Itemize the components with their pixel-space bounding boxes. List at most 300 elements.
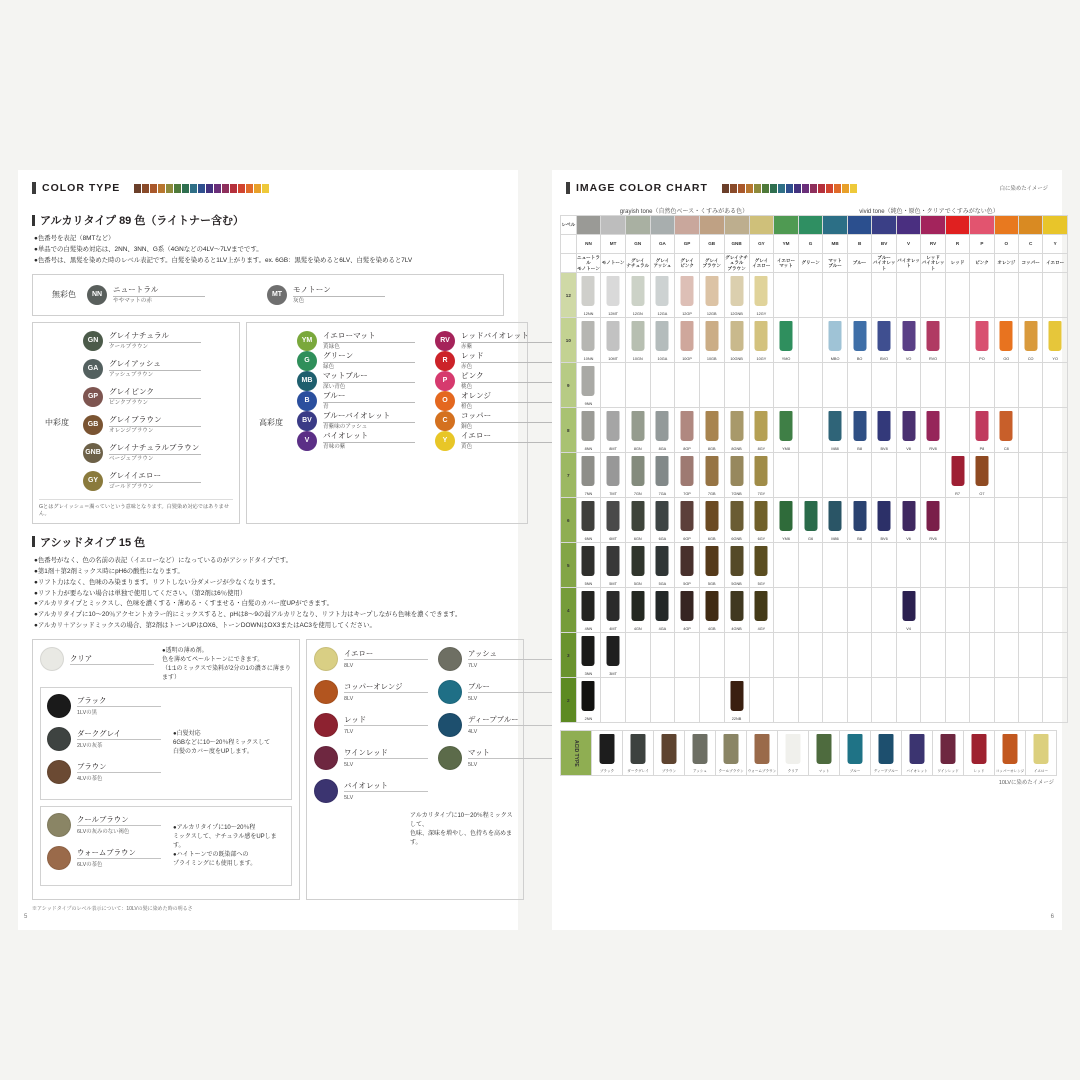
cell-code: 6GA [658, 537, 667, 541]
column-swatch-GB [699, 216, 724, 235]
color-cell[interactable] [896, 498, 920, 543]
empty-cell [970, 363, 994, 408]
color-cell[interactable] [576, 633, 601, 678]
tube-swatch [927, 411, 940, 441]
bullet-line: 色を薄めてペールトーンにできます。 [162, 657, 264, 664]
tube-swatch [975, 456, 988, 486]
color-cell[interactable] [601, 498, 626, 543]
level-cell: 7 [561, 453, 577, 498]
color-cell[interactable] [994, 408, 1018, 453]
cell-code: 10GNB [730, 357, 743, 361]
color-cell[interactable] [1043, 318, 1068, 363]
color-cell[interactable] [576, 453, 601, 498]
empty-cell [798, 588, 822, 633]
cell-code: V4 [906, 627, 911, 631]
acid-tube [941, 734, 956, 764]
tube-swatch [780, 501, 793, 531]
acid-cell-name: クリア [787, 769, 799, 773]
tube-swatch [902, 321, 915, 351]
cell-code: O7 [979, 492, 985, 496]
clear-name: クリア [70, 654, 154, 665]
tube-swatch [582, 591, 595, 621]
color-cell[interactable] [675, 318, 700, 363]
empty-cell [699, 363, 724, 408]
acid-level: 2LVの灰茶 [77, 742, 103, 749]
image-chart-title-bar [566, 182, 570, 194]
acid-swatch [47, 846, 71, 870]
color-cell[interactable] [650, 453, 675, 498]
empty-cell [798, 453, 822, 498]
color-cell[interactable] [724, 273, 749, 318]
color-chip [83, 331, 233, 351]
tube-swatch [730, 501, 743, 531]
empty-cell [823, 633, 848, 678]
color-cell[interactable] [699, 318, 724, 363]
color-cell[interactable] [749, 408, 774, 453]
color-cell[interactable] [699, 498, 724, 543]
column-code-RV: RV [921, 235, 946, 254]
cell-code: YM6 [782, 537, 790, 541]
empty-cell [1043, 273, 1068, 318]
acid-strip-cell[interactable] [654, 731, 685, 776]
color-cell[interactable] [625, 588, 650, 633]
level-cell: 8 [561, 408, 577, 453]
empty-cell [625, 633, 650, 678]
color-cell[interactable] [724, 453, 749, 498]
level-cell: 3 [561, 633, 577, 678]
tube-swatch [927, 501, 940, 531]
cell-code: 4GP [683, 627, 691, 631]
color-cell[interactable] [724, 498, 749, 543]
cell-code: 12GY [756, 312, 767, 316]
color-cell[interactable] [1018, 318, 1042, 363]
acid-color-item [47, 813, 167, 837]
high-list-right [435, 331, 563, 451]
color-chip [83, 359, 233, 379]
high-list-left [297, 331, 425, 451]
color-cell[interactable] [970, 318, 994, 363]
column-swatch-YM [774, 216, 799, 235]
acid-name: レッド [344, 715, 428, 726]
column-swatch-BV [872, 216, 897, 235]
empty-cell [675, 678, 700, 723]
chart-row [561, 408, 1068, 453]
acid-group1-note [173, 730, 285, 757]
color-cell[interactable] [872, 498, 897, 543]
color-cell[interactable] [601, 318, 626, 363]
empty-cell [921, 633, 946, 678]
column-code-Y: Y [1043, 235, 1068, 254]
cell-code: 9NN [584, 402, 593, 406]
acid-strip-cell[interactable] [592, 731, 623, 776]
color-chip [297, 411, 425, 431]
color-cell[interactable] [921, 408, 946, 453]
empty-cell [921, 588, 946, 633]
cell-code: YO [1052, 357, 1058, 361]
color-cell[interactable] [823, 318, 848, 363]
cell-code: 8GB [707, 447, 716, 451]
acid-level: 5LV [468, 695, 478, 702]
column-name-P: ピンク [970, 254, 994, 273]
acid-group2-box [40, 806, 292, 886]
left-page [18, 170, 529, 930]
cell-code: 6GN [633, 537, 642, 541]
tube-swatch [853, 501, 866, 531]
tube-swatch [902, 501, 915, 531]
color-swatch [262, 184, 269, 193]
tube-swatch [656, 276, 669, 306]
chart-caption: 10LVに染めたイメージ [998, 780, 1054, 786]
color-cell[interactable] [921, 498, 946, 543]
empty-cell [724, 363, 749, 408]
cell-code: 5GN [633, 582, 642, 586]
color-swatch [802, 184, 809, 193]
color-cell[interactable] [675, 408, 700, 453]
color-cell[interactable] [576, 408, 601, 453]
empty-cell [699, 678, 724, 723]
color-cell[interactable] [921, 318, 946, 363]
empty-cell [650, 363, 675, 408]
color-cell[interactable] [699, 453, 724, 498]
color-cell[interactable] [625, 273, 650, 318]
acid-level: 7LV [344, 728, 354, 735]
color-cell[interactable] [699, 588, 724, 633]
acid-color-item [314, 713, 428, 737]
color-cell[interactable] [650, 543, 675, 588]
color-cell[interactable] [699, 273, 724, 318]
acid-cell-name: ブラック [599, 769, 615, 773]
acid-strip-cell[interactable] [778, 731, 809, 776]
acid-color-item [47, 846, 167, 870]
acid-level: 4LVの茶色 [77, 775, 103, 782]
tube-swatch [927, 321, 940, 351]
color-cell[interactable] [896, 318, 920, 363]
tube-swatch [631, 411, 644, 441]
color-cell[interactable] [774, 498, 799, 543]
empty-cell [1043, 588, 1068, 633]
tube-swatch [755, 546, 768, 576]
acid-level: 6LVの灰みのない褐色 [77, 828, 130, 835]
empty-cell [650, 633, 675, 678]
color-cell[interactable] [994, 318, 1018, 363]
color-cell[interactable] [601, 588, 626, 633]
color-cell[interactable] [970, 453, 994, 498]
chip-name: グレイピンク [109, 387, 201, 398]
color-cell[interactable] [749, 498, 774, 543]
acid-cell-name: イエロー [1033, 769, 1049, 773]
color-cell[interactable] [576, 273, 601, 318]
color-chip [435, 331, 563, 351]
color-cell[interactable] [724, 318, 749, 363]
color-chip [83, 443, 233, 463]
color-cell[interactable] [945, 453, 969, 498]
acid-swatch [314, 680, 338, 704]
tube-swatch [975, 321, 988, 351]
color-cell[interactable] [749, 543, 774, 588]
color-cell[interactable] [823, 408, 848, 453]
empty-cell [896, 633, 920, 678]
acid-swatch [47, 760, 71, 784]
chart-row [561, 318, 1068, 363]
color-cell[interactable] [576, 588, 601, 633]
color-cell[interactable] [872, 408, 897, 453]
acid-strip-cell[interactable] [623, 731, 654, 776]
empty-cell [994, 588, 1018, 633]
color-cell[interactable] [576, 543, 601, 588]
cell-code: 8NN [584, 447, 593, 451]
tube-swatch [631, 321, 644, 351]
color-circle: R [435, 351, 455, 371]
color-cell[interactable] [625, 543, 650, 588]
acid-cell-name: アッシュ [692, 769, 708, 773]
column-name-RV: レッド バイオレット [921, 255, 945, 271]
color-cell[interactable] [576, 318, 601, 363]
color-cell[interactable] [896, 588, 920, 633]
tube-swatch [607, 456, 620, 486]
acid-swatch [47, 694, 71, 718]
tube-swatch [755, 456, 768, 486]
tube-swatch [656, 321, 669, 351]
column-name-GN: グレイ ナチュラル [625, 254, 650, 273]
color-cell[interactable] [675, 543, 700, 588]
color-circle: GN [83, 331, 103, 351]
empty-cell [970, 498, 994, 543]
color-cell[interactable] [675, 588, 700, 633]
tube-swatch [902, 411, 915, 441]
cell-code: 2NN [584, 717, 593, 721]
empty-cell [625, 363, 650, 408]
acid-tube [817, 734, 832, 764]
color-cell[interactable] [724, 678, 749, 723]
empty-cell [601, 363, 626, 408]
color-swatch [254, 184, 261, 193]
cell-code: 10GA [657, 357, 668, 361]
empty-cell [798, 633, 822, 678]
column-swatch-MB [823, 216, 848, 235]
tube-swatch [853, 321, 866, 351]
alkali-heading-text: アルカリタイプ 89 色（ライトナー含む） [40, 215, 245, 227]
acid-cell-name: マット [818, 769, 830, 773]
cell-code: M88 [831, 447, 839, 451]
color-cell[interactable] [749, 273, 774, 318]
empty-cell [774, 543, 799, 588]
column-name-Y: イエロー [1043, 254, 1068, 273]
cell-code: 10MT [608, 357, 618, 361]
color-cell[interactable] [675, 273, 700, 318]
color-cell[interactable] [650, 588, 675, 633]
tube-swatch [656, 546, 669, 576]
cell-code: R7 [955, 492, 960, 496]
color-cell[interactable] [675, 453, 700, 498]
acid-strip-cell[interactable] [871, 731, 902, 776]
empty-cell [823, 363, 848, 408]
cell-code: 10GY [756, 357, 767, 361]
empty-cell [970, 633, 994, 678]
tube-swatch [582, 546, 595, 576]
color-cell[interactable] [601, 273, 626, 318]
cell-code: YM8 [782, 447, 790, 451]
cell-code: 7GN [633, 492, 642, 496]
color-cell[interactable] [724, 543, 749, 588]
bullet-line: ●色番号がなく、色の名前の表記（イエローなど）になっているのがアシッドタイプです。 [34, 556, 293, 564]
bullet-line: 色味、深味を増やし、色持ちを高めます。 [410, 831, 513, 847]
color-cell[interactable] [896, 408, 920, 453]
chip-sub: ゴールドブラウン [109, 483, 154, 490]
color-cell[interactable] [625, 453, 650, 498]
tube-swatch [730, 456, 743, 486]
acid-group1-list [47, 694, 167, 793]
acid-name: バイオレット [344, 781, 428, 792]
acid-strip-cell[interactable] [1026, 731, 1057, 776]
acid-level: 1LVの黒 [77, 709, 97, 716]
color-cell[interactable] [601, 453, 626, 498]
acid-swatch [314, 647, 338, 671]
color-swatch [134, 184, 141, 193]
color-cell[interactable] [970, 408, 994, 453]
color-swatch [158, 184, 165, 193]
acid-strip-cell[interactable] [902, 731, 933, 776]
color-cell[interactable] [675, 498, 700, 543]
acid-strip-cell[interactable] [933, 731, 964, 776]
level-cell: 9 [561, 363, 577, 408]
color-cell[interactable] [724, 408, 749, 453]
empty-cell [945, 318, 969, 363]
color-cell[interactable] [847, 318, 871, 363]
color-cell[interactable] [576, 498, 601, 543]
color-cell[interactable] [650, 273, 675, 318]
acid-swatch [438, 680, 462, 704]
tube-swatch [607, 321, 620, 351]
color-cell[interactable] [650, 318, 675, 363]
color-swatch [850, 184, 857, 193]
acid-col3-list [314, 647, 428, 812]
color-cell[interactable] [872, 318, 897, 363]
color-cell[interactable] [774, 318, 799, 363]
chip-name: ピンク [461, 371, 553, 382]
color-cell[interactable] [601, 408, 626, 453]
chart-table [560, 215, 1068, 723]
acid-color-item [438, 680, 552, 704]
tube-swatch [582, 456, 595, 486]
tube-swatch [1024, 321, 1037, 351]
column-swatch-G [798, 216, 822, 235]
heading-bar-2 [32, 536, 35, 547]
chip-sub: 橙色 [461, 403, 473, 410]
color-cell[interactable] [847, 408, 871, 453]
cell-code: 7MT [609, 492, 617, 496]
color-cell[interactable] [749, 318, 774, 363]
column-name-GNB: グレイナチュラル ブラウン [725, 255, 748, 271]
bullet-line: ミックスして、ナチュラル感をUPします。 [173, 833, 277, 849]
color-cell[interactable] [625, 408, 650, 453]
acid-tube [693, 734, 708, 764]
acid-cell-name: バイオレット [906, 769, 928, 773]
color-cell[interactable] [699, 408, 724, 453]
tube-swatch [705, 501, 718, 531]
cell-code: 10GN [632, 357, 643, 361]
color-cell[interactable] [601, 633, 626, 678]
bullet-line: 6GBなどに10〜20％程ミックスして [173, 740, 271, 747]
bullet-line: 白髪のカバー度をUPします。 [173, 749, 253, 756]
tube-swatch [878, 321, 891, 351]
chip-name: ブルーバイオレット [323, 411, 415, 422]
color-cell[interactable] [847, 498, 871, 543]
acid-strip-cell[interactable] [747, 731, 778, 776]
column-swatch-R [945, 216, 969, 235]
acid-strip-cell[interactable] [685, 731, 716, 776]
empty-cell [872, 273, 897, 318]
empty-cell [749, 633, 774, 678]
tube-swatch [681, 321, 694, 351]
color-cell[interactable] [699, 543, 724, 588]
color-swatch [738, 184, 745, 193]
acid-strip-cell[interactable] [809, 731, 840, 776]
empty-cell [994, 543, 1018, 588]
tube-swatch [730, 591, 743, 621]
chip-sub: ベージュブラウン [109, 455, 154, 462]
column-code-GY: GY [749, 235, 774, 254]
acid-strip-cell[interactable] [995, 731, 1026, 776]
color-cell[interactable] [724, 588, 749, 633]
acid-strip-cell[interactable] [716, 731, 747, 776]
color-cell[interactable] [625, 318, 650, 363]
color-cell[interactable] [749, 588, 774, 633]
color-cell[interactable] [576, 678, 601, 723]
mid-note: Gとはグレイッシュ＝濁っていという意味となります。白髪染め対応ではありません。 [39, 499, 233, 517]
empty-cell [945, 588, 969, 633]
acid-strip-cell[interactable] [840, 731, 871, 776]
column-code-NN: NN [576, 235, 601, 254]
color-cell[interactable] [823, 498, 848, 543]
cell-code: RV8 [929, 447, 937, 451]
acid-level: 8LV [344, 695, 354, 702]
cell-code: 3MT [609, 672, 617, 676]
column-swatch-P [970, 216, 994, 235]
color-swatch [722, 184, 729, 193]
clear-description [162, 647, 292, 683]
empty-cell [872, 633, 897, 678]
cell-code: CO [1027, 357, 1034, 361]
tube-swatch [656, 501, 669, 531]
chip-name: オレンジ [461, 391, 553, 402]
empty-cell [798, 678, 822, 723]
color-swatch [190, 184, 197, 193]
empty-cell [774, 678, 799, 723]
tube-swatch [582, 321, 595, 351]
empty-cell [1043, 633, 1068, 678]
tube-swatch [705, 456, 718, 486]
level-cell: 2 [561, 678, 577, 723]
acid-strip-cell[interactable] [964, 731, 995, 776]
empty-cell [896, 273, 920, 318]
color-cell[interactable] [576, 363, 601, 408]
color-swatch [246, 184, 253, 193]
cell-code: 4NN [584, 627, 593, 631]
empty-cell [798, 273, 822, 318]
color-cell[interactable] [774, 408, 799, 453]
tube-swatch [631, 591, 644, 621]
color-cell[interactable] [650, 498, 675, 543]
color-chip [435, 431, 563, 451]
color-chip [297, 431, 425, 451]
color-cell[interactable] [749, 453, 774, 498]
color-cell[interactable] [650, 408, 675, 453]
color-cell[interactable] [601, 543, 626, 588]
color-chip [435, 391, 563, 411]
color-cell[interactable] [798, 498, 822, 543]
empty-cell [1018, 588, 1042, 633]
color-cell[interactable] [625, 498, 650, 543]
